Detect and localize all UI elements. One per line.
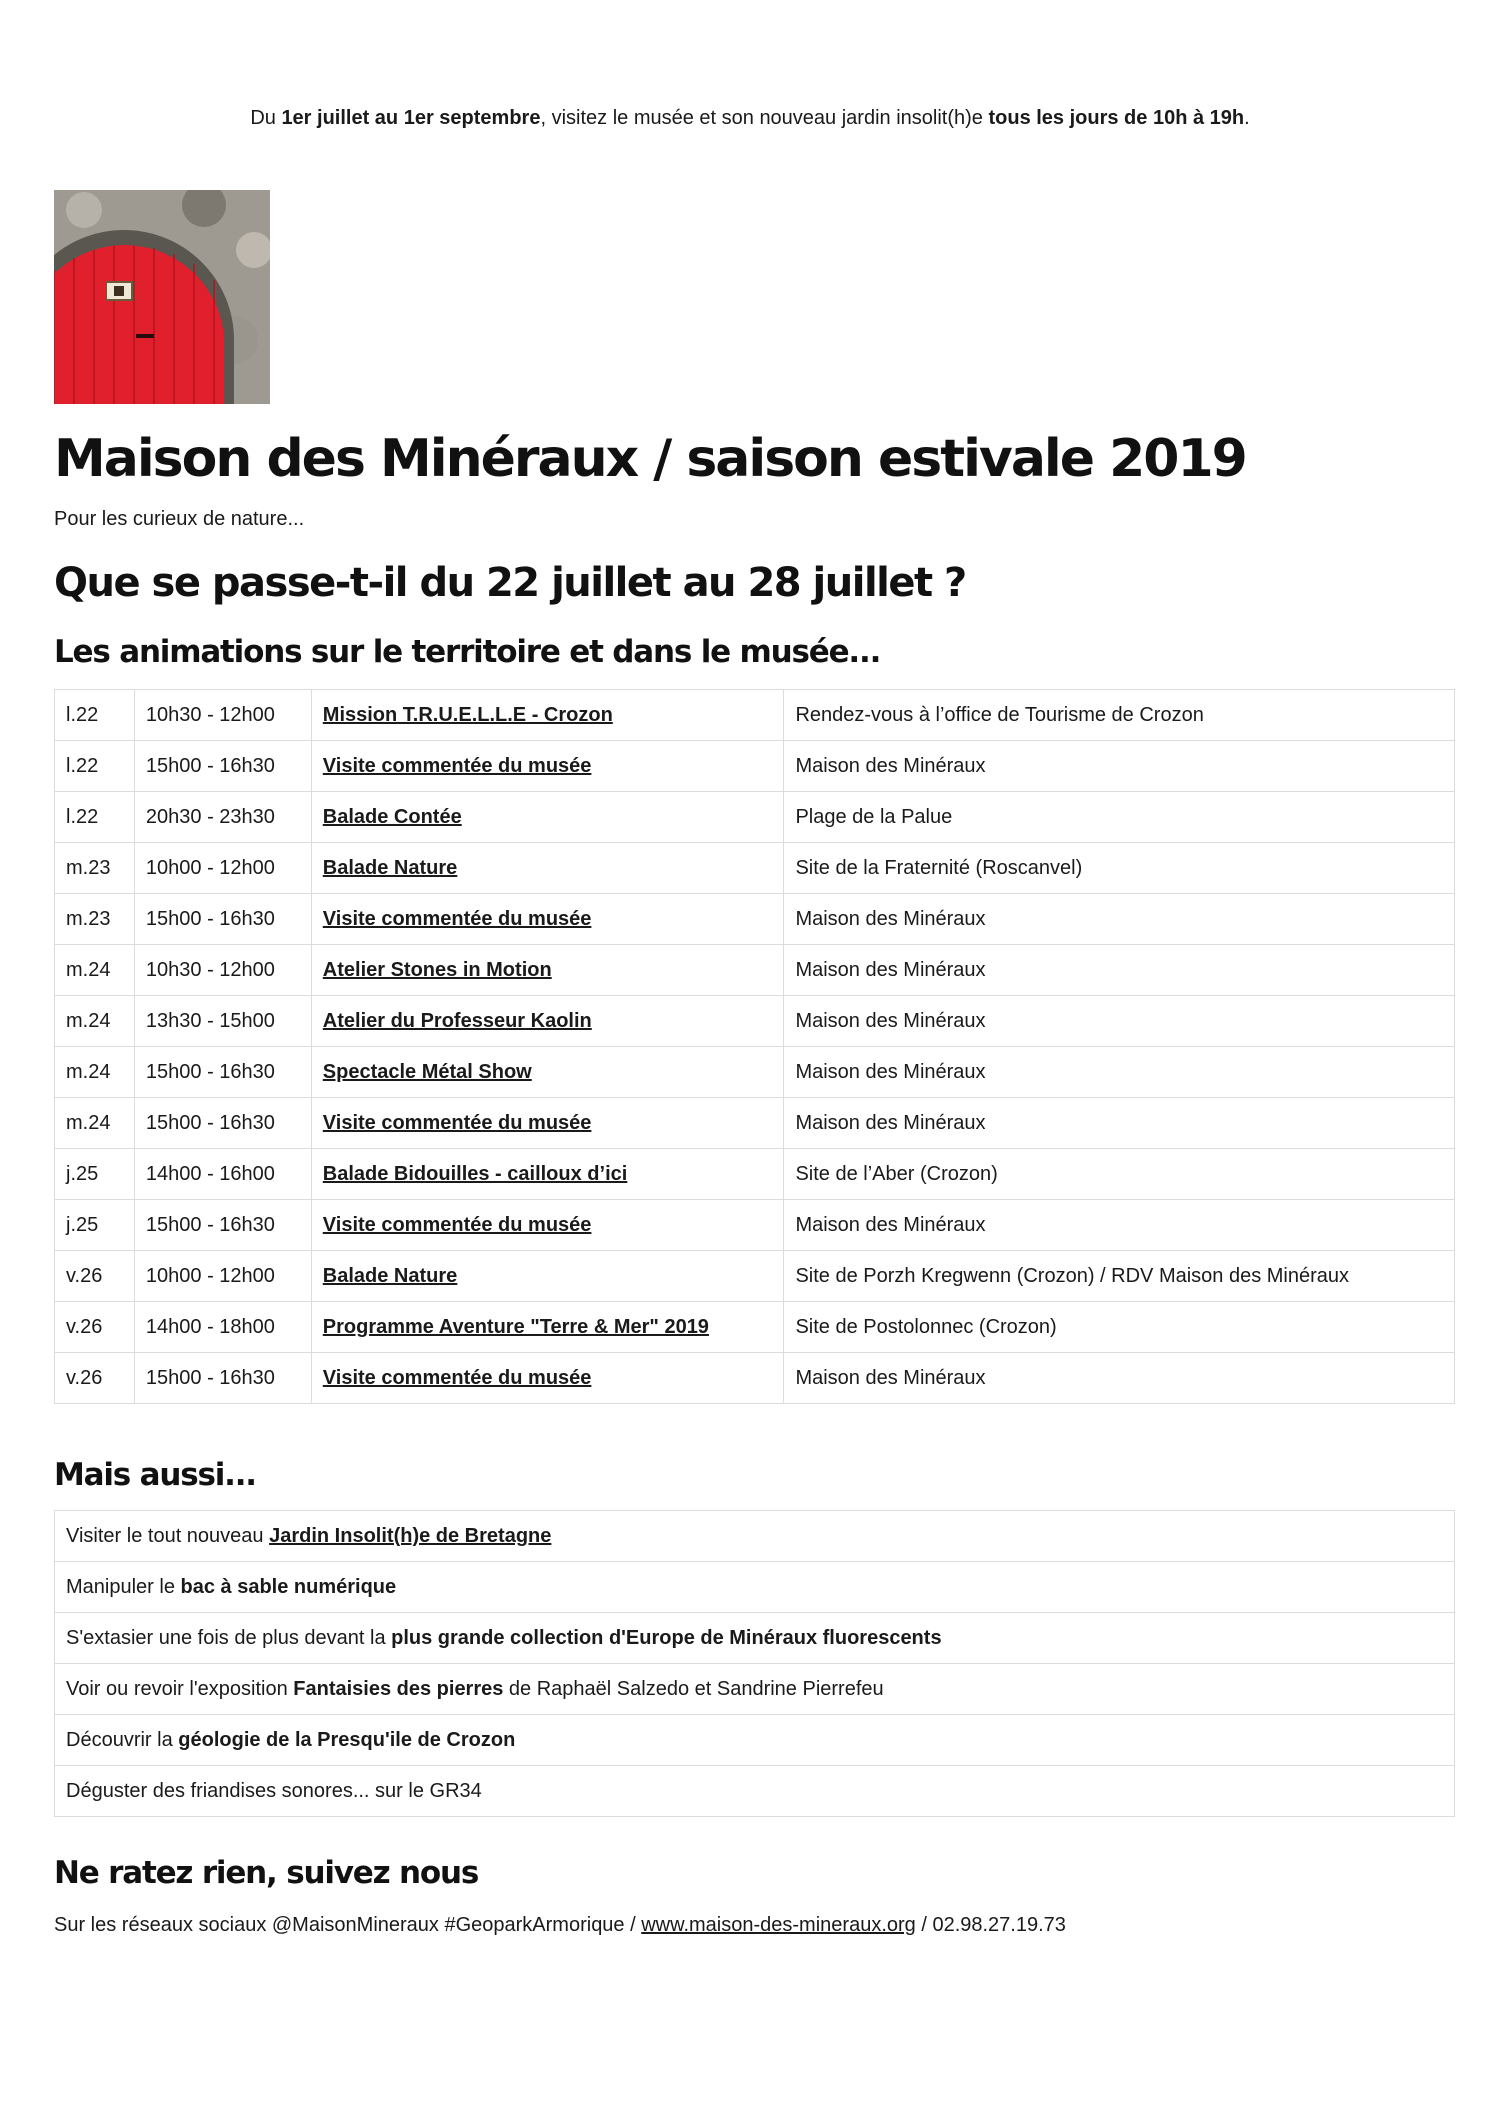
table-row xyxy=(55,741,1455,792)
event-place: Maison des Minéraux xyxy=(784,996,1455,1047)
event-place: Plage de la Palue xyxy=(784,792,1455,843)
list-item: Découvrir la géologie de la Presqu'ile de Crozon xyxy=(55,1715,1455,1766)
event-title-link[interactable]: Mission T.R.U.E.L.L.E - Crozon xyxy=(322,704,613,726)
event-place: Maison des Minéraux xyxy=(784,741,1455,792)
table-row xyxy=(55,690,1455,741)
event-time: 10h30 - 12h00 xyxy=(134,945,311,996)
event-title-link[interactable]: Balade Nature xyxy=(322,857,458,879)
event-place: Site de Postolonnec (Crozon) xyxy=(784,1302,1455,1353)
event-place: Rendez-vous à l’office de Tourisme de Crozon xyxy=(784,690,1455,741)
event-title-link[interactable]: Visite commentée du musée xyxy=(322,755,592,777)
event-day: v.26 xyxy=(55,1302,135,1353)
event-time: 15h00 - 16h30 xyxy=(134,1353,311,1404)
list-item: Déguster des friandises sonores... sur le GR34 xyxy=(55,1766,1455,1817)
table-row xyxy=(55,1047,1455,1098)
event-title-link[interactable]: Visite commentée du musée xyxy=(322,1214,592,1236)
table-row xyxy=(55,1251,1455,1302)
event-place: Site de Porzh Kregwenn (Crozon) / RDV Maison des Minéraux xyxy=(784,1251,1455,1302)
red-door-image xyxy=(54,190,270,404)
event-day: m.24 xyxy=(55,1098,135,1149)
event-title-link[interactable]: Atelier Stones in Motion xyxy=(322,959,552,981)
event-time: 20h30 - 23h30 xyxy=(134,792,311,843)
event-day: v.26 xyxy=(55,1353,135,1404)
list-item: Voir ou revoir l'exposition Fantaisies des pierres de Raphaël Salzedo et Sandrine Pierrefeu xyxy=(55,1664,1455,1715)
list-item: S'extasier une fois de plus devant la plus grande collection d'Europe de Minéraux fluorescents xyxy=(55,1613,1455,1664)
event-title-link[interactable]: Balade Contée xyxy=(322,806,462,828)
events-heading: Les animations sur le territoire et dans le musée... xyxy=(54,634,881,670)
event-day: l.22 xyxy=(55,741,135,792)
event-place: Site de l’Aber (Crozon) xyxy=(784,1149,1455,1200)
event-place: Maison des Minéraux xyxy=(784,1200,1455,1251)
event-time: 15h00 - 16h30 xyxy=(134,1098,311,1149)
event-time: 15h00 - 16h30 xyxy=(134,1047,311,1098)
table-row xyxy=(55,1200,1455,1251)
table-row xyxy=(55,894,1455,945)
table-row xyxy=(55,1353,1455,1404)
week-heading: Que se passe-t-il du 22 juillet au 28 juillet ? xyxy=(54,560,966,606)
event-time: 15h00 - 16h30 xyxy=(134,1200,311,1251)
mais-aussi-list xyxy=(54,1510,1455,1817)
table-row xyxy=(55,843,1455,894)
event-day: m.24 xyxy=(55,1047,135,1098)
event-day: m.24 xyxy=(55,945,135,996)
event-day: j.25 xyxy=(55,1149,135,1200)
event-time: 10h00 - 12h00 xyxy=(134,843,311,894)
table-row xyxy=(55,1302,1455,1353)
event-time: 10h00 - 12h00 xyxy=(134,1251,311,1302)
mais-aussi-heading: Mais aussi... xyxy=(54,1457,256,1493)
table-row xyxy=(55,1149,1455,1200)
event-title-link[interactable]: Balade Bidouilles - cailloux d’ici xyxy=(322,1163,628,1185)
jardin-link[interactable]: Jardin Insolit(h)e de Bretagne xyxy=(269,1525,552,1547)
event-place: Maison des Minéraux xyxy=(784,945,1455,996)
table-row xyxy=(55,945,1455,996)
event-time: 14h00 - 18h00 xyxy=(134,1302,311,1353)
opening-banner: Du 1er juillet au 1er septembre, visitez le musée et son nouveau jardin insolit(h)e tous les jours de 10h à 19h. xyxy=(250,107,1250,129)
event-time: 15h00 - 16h30 xyxy=(134,894,311,945)
event-day: v.26 xyxy=(55,1251,135,1302)
table-row xyxy=(55,792,1455,843)
event-place: Maison des Minéraux xyxy=(784,1098,1455,1149)
website-link[interactable]: www.maison-des-mineraux.org xyxy=(641,1914,916,1936)
event-title-link[interactable]: Visite commentée du musée xyxy=(322,1112,592,1134)
event-title-link[interactable]: Visite commentée du musée xyxy=(322,1367,592,1389)
event-place: Maison des Minéraux xyxy=(784,1047,1455,1098)
page-title: Maison des Minéraux / saison estivale 2019 xyxy=(54,429,1246,489)
footer-contact: Sur les réseaux sociaux @MaisonMineraux #GeoparkArmorique / www.maison-des-mineraux.org / 02.98.27.19.73 xyxy=(54,1914,1066,1936)
event-place: Maison des Minéraux xyxy=(784,894,1455,945)
event-title-link[interactable]: Visite commentée du musée xyxy=(322,908,592,930)
event-time: 13h30 - 15h00 xyxy=(134,996,311,1047)
event-time: 15h00 - 16h30 xyxy=(134,741,311,792)
event-place: Site de la Fraternité (Roscanvel) xyxy=(784,843,1455,894)
event-day: l.22 xyxy=(55,690,135,741)
follow-heading: Ne ratez rien, suivez nous xyxy=(54,1855,479,1891)
event-title-link[interactable]: Programme Aventure "Terre & Mer" 2019 xyxy=(322,1316,709,1338)
event-day: j.25 xyxy=(55,1200,135,1251)
event-time: 10h30 - 12h00 xyxy=(134,690,311,741)
event-time: 14h00 - 16h00 xyxy=(134,1149,311,1200)
event-day: l.22 xyxy=(55,792,135,843)
event-place: Maison des Minéraux xyxy=(784,1353,1455,1404)
event-day: m.24 xyxy=(55,996,135,1047)
event-day: m.23 xyxy=(55,843,135,894)
event-title-link[interactable]: Balade Nature xyxy=(322,1265,458,1287)
table-row xyxy=(55,996,1455,1047)
event-title-link[interactable]: Spectacle Métal Show xyxy=(322,1061,532,1083)
table-row xyxy=(55,1098,1455,1149)
event-day: m.23 xyxy=(55,894,135,945)
event-title-link[interactable]: Atelier du Professeur Kaolin xyxy=(322,1010,592,1032)
list-item: Manipuler le bac à sable numérique xyxy=(55,1562,1455,1613)
events-table xyxy=(54,689,1455,1404)
tagline: Pour les curieux de nature... xyxy=(54,508,305,530)
list-item: Visiter le tout nouveau Jardin Insolit(h)e de Bretagne xyxy=(55,1511,1455,1562)
